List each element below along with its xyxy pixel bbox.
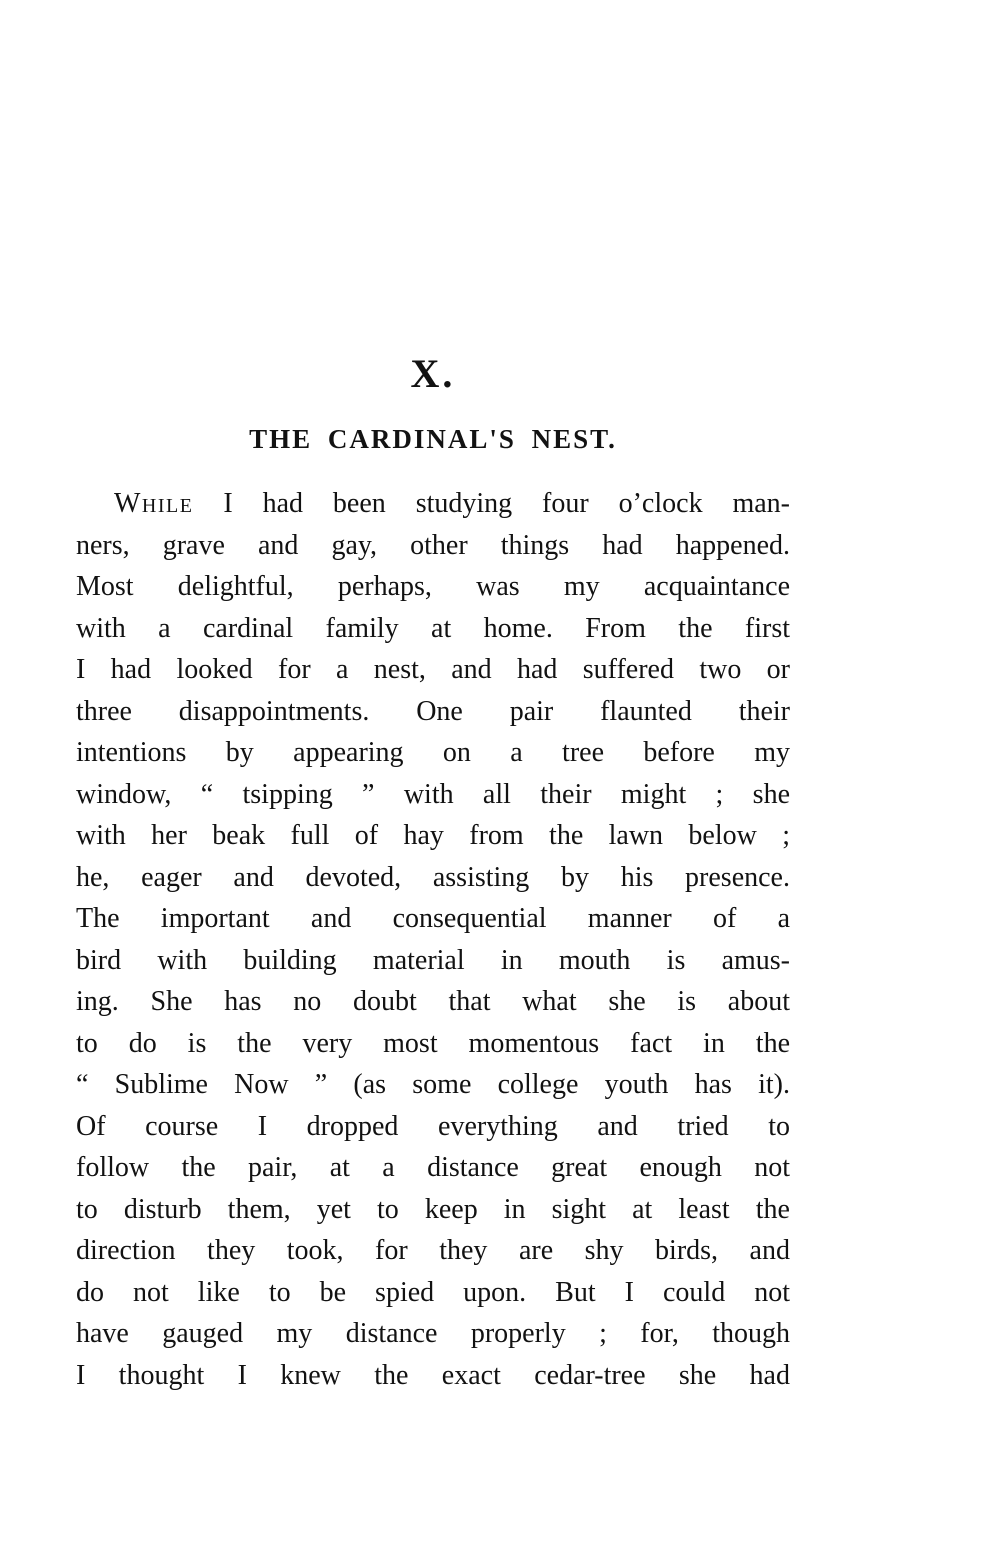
text-line: follow the pair, at a distance great enough not [76, 1152, 790, 1183]
text-line: have gauged my distance properly ; for, though [76, 1318, 790, 1349]
text-line: “ Sublime Now ” (as some college youth has it). [76, 1069, 790, 1100]
text-line: Most delightful, perhaps, was my acquaintance [76, 571, 790, 602]
text-line: Of course I dropped everything and tried to [76, 1110, 790, 1142]
text-line: three disappointments. One pair flaunted their [76, 695, 790, 727]
text-line: I had looked for a nest, and had suffered two or [76, 654, 790, 685]
text-line: do not like to be spied upon. But I could not [76, 1276, 790, 1308]
chapter-title: THE CARDINAL'S NEST. [249, 424, 617, 454]
text-line: to do is the very most momentous fact in the [76, 1027, 790, 1059]
text-line: with her beak full of hay from the lawn below ; [76, 820, 790, 851]
text-line: window, “ tsipping ” with all their might ; she [76, 778, 790, 810]
text-line: I thought I knew the exact cedar-tree she had [76, 1359, 790, 1391]
text-line: ing. She has no doubt that what she is about [76, 986, 790, 1017]
text-line: The important and consequential manner of a [76, 903, 790, 934]
text-line [76, 483, 790, 525]
text-line: ners, grave and gay, other things had happened. [76, 529, 790, 561]
text-line: direction they took, for they are shy birds, and [76, 1235, 790, 1266]
text-line: to disturb them, yet to keep in sight at least the [76, 1193, 790, 1225]
lead-word: While [114, 488, 194, 519]
text-line: intentions by appearing on a tree before my [76, 737, 790, 768]
text-line: bird with building material in mouth is amus- [76, 944, 790, 976]
text-line: he, eager and devoted, assisting by his presence. [76, 861, 790, 893]
chapter-number: X. [410, 351, 456, 396]
paragraph [76, 483, 790, 1396]
text-line: with a cardinal family at home. From the first [76, 612, 790, 644]
text-line-rest: I had been studying four o’clock man- [193, 488, 790, 519]
